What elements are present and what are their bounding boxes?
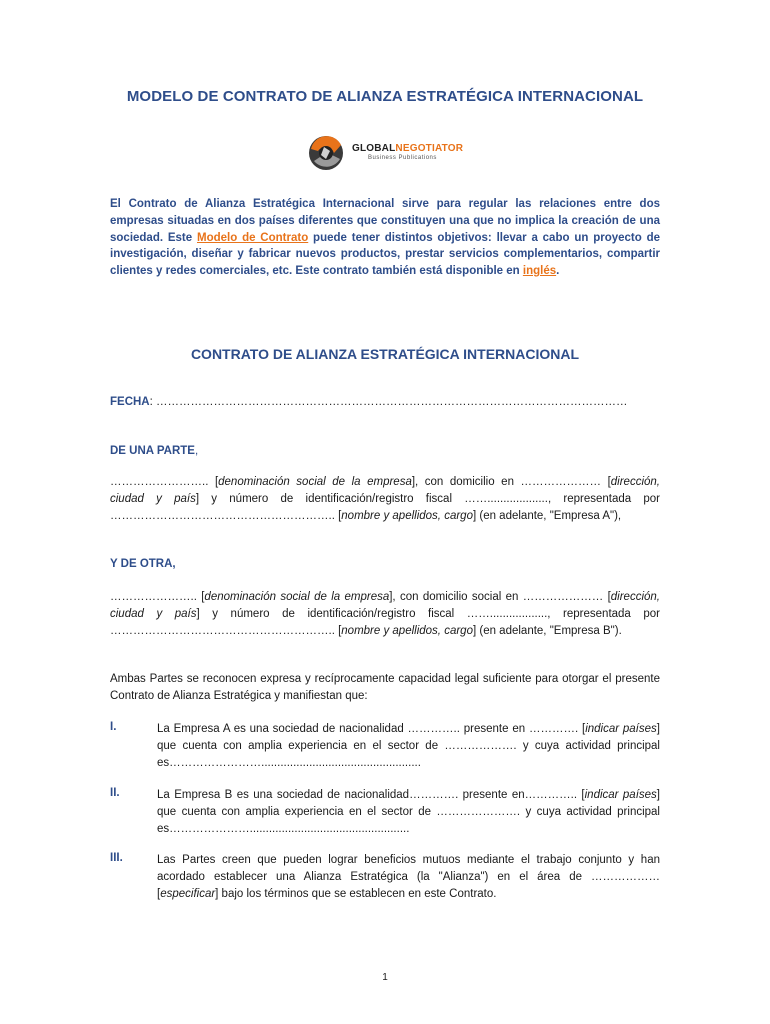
intro-text-1: El Contrato de Alianza Estratégica Internacional sirve para regular las relaciones entre dos empresas situadas en dos países diferentes que constituyen una que no implica la creación de una sociedad. Este xyxy=(110,198,660,244)
parte1-label: DE UNA PARTE, xyxy=(110,445,199,457)
modelo-contrato-link[interactable]: Modelo de Contrato xyxy=(197,231,309,244)
intro-paragraph xyxy=(110,196,660,280)
logo-brand-part1: GLOBAL xyxy=(352,143,396,154)
parte2-label: Y DE OTRA, xyxy=(110,558,176,570)
logo-tagline: Business Publications xyxy=(368,155,437,161)
intro-text-3: . xyxy=(556,265,560,278)
item-number-i: I. xyxy=(110,721,117,733)
item-text-i: La Empresa A es una sociedad de nacionalidad ………….. presente en …………. [indicar países] que cuenta con amplia experiencia en el sector de ………………. y cuya actividad principal es…………………….................................................. xyxy=(157,723,660,770)
ambas-partes-paragraph: Ambas Partes se reconocen expresa y recíprocamente capacidad legal suficiente para otorgar el presente Contrato de Alianza Estratégica y manifiestan que: xyxy=(110,673,660,703)
ingles-link[interactable]: inglés xyxy=(522,265,557,278)
contract-subtitle: CONTRATO DE ALIANZA ESTRATÉGICA INTERNACIONAL xyxy=(190,346,580,362)
fecha-label: FECHA xyxy=(110,396,150,408)
intro-text-2: puede tener distintos objetivos: llevar a cabo un proyecto de investigación, diseñar y fabricar nuevos productos, prestar servicios complementarios, compartir clientes y redes comerciales, etc. Este contrato también está disponible en xyxy=(110,231,661,278)
item-number-ii: II. xyxy=(110,787,120,799)
parte1-paragraph: …………………….. [denominación social de la empresa], con domicilio en ………………… [dirección, ciudad y país] y número de identificación/registro fiscal ……..................., representada por ………………………………………………….. [nombre y apellidos, cargo] (en adelante, "Empresa A"), xyxy=(110,476,661,523)
item-text-ii: La Empresa B es una sociedad de nacionalidad…………. presente en………….. [indicar países] que cuenta con amplia experiencia en el sector de …………………. y cuya actividad principal es………………….................................................. xyxy=(157,789,660,836)
item-text-iii: Las Partes creen que pueden lograr beneficios mutuos mediante el trabajo conjunto y han acordado establecer una Alianza Estratégica (la "Alianza") en el área de ……………… [especificar] bajo los términos que se establecen en este Contrato. xyxy=(157,854,660,901)
logo-brand-part2: NEGOTIATOR xyxy=(395,143,464,154)
document-title: MODELO DE CONTRATO DE ALIANZA ESTRATÉGICA INTERNACIONAL xyxy=(126,88,644,105)
fecha-dots: : …………………………………………………………………………………………………………… xyxy=(149,396,628,408)
global-negotiator-logo xyxy=(306,133,466,173)
fecha-line xyxy=(110,396,670,408)
globe-logo-icon xyxy=(306,133,346,173)
page-number: 1 xyxy=(382,972,388,983)
logo-text xyxy=(352,143,463,161)
parte2-paragraph: ………………….. [denominación social de la empresa], con domicilio social en ………………… [dirección, ciudad y país] y número de identificación/registro fiscal …….................., representada por ………………………………………………….. [nombre y apellidos, cargo] (en adelante, "Empresa B"). xyxy=(110,591,661,638)
item-number-iii: III. xyxy=(110,852,123,864)
